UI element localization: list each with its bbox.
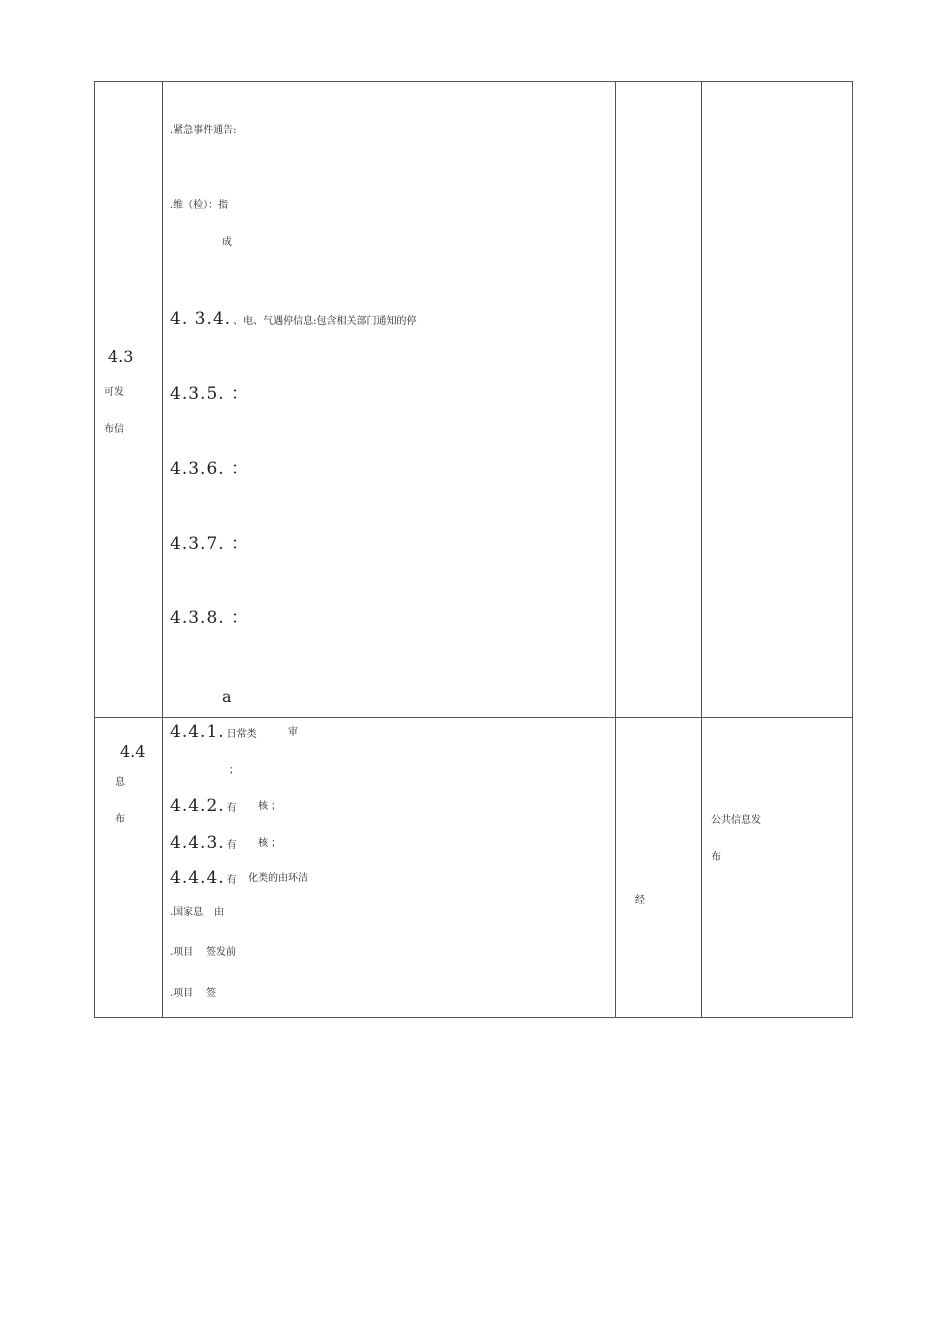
trailing-char: a <box>222 687 232 706</box>
public-info-line1: 公共信息发 <box>711 815 761 826</box>
item-4-3-6: 4.3.6. ： <box>170 459 250 479</box>
item-text: 有 <box>226 803 237 814</box>
item-number: 4.4.2. <box>170 796 225 816</box>
item-4-3-4 <box>170 311 416 328</box>
section-number-4-4: 4.4 <box>120 742 146 761</box>
item-4-4-4-extra: 化类的由环洁 <box>248 873 308 884</box>
col-divider-3 <box>701 81 702 1018</box>
table-top-border <box>94 81 853 82</box>
section-label-line1: 可发 <box>104 387 124 398</box>
item-text: 日常类 <box>226 729 257 740</box>
emergency-notice-line: .紧急事件通告: <box>170 125 237 136</box>
sub-line-project-1: .项目 <box>170 947 194 958</box>
table-bottom-border <box>94 1017 853 1018</box>
item-number: 4.4.3. <box>170 833 225 853</box>
item-4-3-8: 4.3.8. ： <box>170 608 250 628</box>
item-text: 有 <box>226 840 237 851</box>
item-4-4-3-extra: 核 ； <box>258 838 282 849</box>
maintenance-line: .维（检）：指 <box>170 200 229 211</box>
sub-line-national: .国家息 <box>170 907 204 918</box>
item-number: 4.4.4. <box>170 868 225 888</box>
item-4-4-1-extra: 审 <box>288 727 298 738</box>
item-4-4-2 <box>170 798 237 815</box>
section-label-line2: 布信 <box>104 424 124 435</box>
item-text: 、电、气遇停信息:包含相关部门通知的停 <box>233 316 417 327</box>
col-divider-2 <box>615 81 616 1018</box>
item-4-3-7: 4.3.7. ： <box>170 534 250 554</box>
sub-line-project-2: .项目 <box>170 988 194 999</box>
maintenance-continuation: 成 <box>222 237 232 248</box>
section-number-4-3: 4.3 <box>108 347 134 366</box>
col-divider-1 <box>162 81 163 1018</box>
item-4-4-1 <box>170 724 257 741</box>
public-info-line2: 布 <box>711 852 721 863</box>
sub-line-project-1-extra: 签发前 <box>206 947 236 958</box>
section-label-line1: 息 <box>115 777 125 788</box>
item-4-4-2-extra: 核 ； <box>258 801 282 812</box>
item-text: 有 <box>226 875 237 886</box>
sub-line-project-2-extra: 签 <box>206 988 216 999</box>
table-right-border <box>852 81 853 1018</box>
responsible-cell: 经 <box>635 895 645 906</box>
row-divider <box>94 717 853 718</box>
sub-line-national-extra: 由 <box>214 907 224 918</box>
item-4-4-4 <box>170 870 237 887</box>
item-4-3-5: 4.3.5. ： <box>170 384 250 404</box>
item-number: 4. 3.4. <box>170 309 232 329</box>
item-4-4-1-continuation: ； <box>229 765 239 776</box>
item-4-4-3 <box>170 835 237 852</box>
section-label-line2: 布 <box>115 814 125 825</box>
table-left-border <box>94 81 95 1018</box>
item-number: 4.4.1. <box>170 722 225 742</box>
